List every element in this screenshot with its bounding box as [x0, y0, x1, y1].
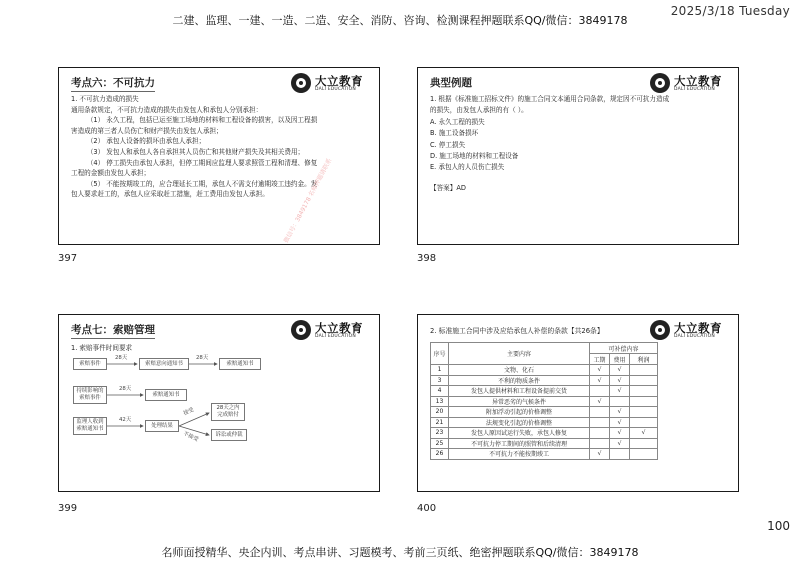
footer-banner: 名师面授精华、央企内训、考点串讲、习题模考、考前三页纸、绝密押题联系QQ/微信：3849178: [161, 546, 639, 559]
cell-content: 不可抗力停工期间的照管和后续清理: [449, 438, 590, 449]
table-caption: 2. 标准施工合同中涉及应给承包人补偿的条款【共26条】: [430, 327, 604, 335]
option-d: D. 施工场地的材料和工程设备: [430, 152, 519, 161]
flow-subtitle: 1. 索赔事件时间要求: [71, 344, 133, 352]
slide-body: [71, 94, 321, 200]
flow-box-payment: 28天之内完成赔付: [211, 403, 245, 421]
cell-content: 发包人原因试运行失败，承包人修复: [449, 428, 590, 439]
cell-no: 25: [431, 438, 449, 449]
slide-399: [58, 314, 380, 492]
slide-title: 考点七：索赔管理: [71, 322, 155, 339]
cell-content: 不利的物质条件: [449, 375, 590, 386]
cell-profit: [630, 365, 658, 376]
cell-cost: √: [610, 407, 630, 418]
cell-time: √: [590, 375, 610, 386]
top-banner: 二建、监理、一建、一造、二造、安全、消防、咨询、检测课程押题联系QQ/微信：3849178: [172, 14, 628, 27]
table-row: [431, 438, 658, 449]
col-header-time: 工期: [590, 354, 610, 365]
flow-box-result: 处理结果: [145, 420, 179, 432]
text-line: （1） 永久工程，包括已运至施工场地的材料和工程设备的损害，以及因工程损害造成的第三者人员伤亡和财产损失由发包人承担；: [71, 116, 318, 135]
logo-name-en: DALI EDUCATION: [315, 87, 356, 92]
watermark: 微信号：3849178 名师押题请联系: [282, 157, 334, 245]
flow-box-supervisor: 监理人收到索赔通知书: [73, 417, 107, 435]
cell-content: 附加浮动引起的价格调整: [449, 407, 590, 418]
flow-box-continuous: 持续影响的索赔事件: [73, 386, 107, 404]
logo-name: 大立教育: [315, 74, 363, 88]
table-row: [431, 407, 658, 418]
logo-name-en: DALI EDUCATION: [674, 334, 715, 339]
cell-cost: √: [610, 365, 630, 376]
compensation-table: [430, 342, 658, 460]
option-b: B. 施工设备损坏: [430, 129, 479, 138]
cell-no: 21: [431, 417, 449, 428]
slide-title: 考点六：不可抗力: [71, 75, 155, 92]
answer-text: 【答案】AD: [430, 183, 466, 192]
cell-no: 20: [431, 407, 449, 418]
cell-no: 1: [431, 365, 449, 376]
logo-emblem-icon: [291, 73, 311, 93]
col-header-group: 可补偿内容: [590, 343, 658, 354]
logo-name-en: DALI EDUCATION: [315, 334, 356, 339]
flow-label-days: 28天: [115, 355, 128, 361]
dali-logo: [650, 72, 730, 94]
cell-content: 文物、化石: [449, 365, 590, 376]
text-line: （5） 不能按期竣工的，应合理延长工期，承包人不需支付逾期竣工违约金。发包人要求赶工的，承包人应采取赶工措施，赶工费用由发包人承担。: [71, 179, 318, 199]
cell-profit: [630, 396, 658, 407]
cell-time: √: [590, 396, 610, 407]
cell-cost: √: [610, 386, 630, 397]
cell-no: 26: [431, 449, 449, 460]
question-text: 1. 根据《标准施工招标文件》的施工合同文本通用合同条款，规定因不可抗力造成的损失，由发包人承担的有（ ）。: [430, 95, 670, 115]
table-row: [431, 428, 658, 439]
slide-number: 399: [58, 503, 78, 514]
flow-label-days: 28天: [196, 355, 209, 361]
flow-label-accept: 接受: [182, 406, 195, 417]
text-line: （4） 停工损失由承包人承担，但停工期间应监理人要求照管工程和清理、修复工程的金额由发包人承担；: [71, 158, 318, 178]
col-header-content: 主要内容: [449, 343, 590, 365]
col-header-profit: 利润: [630, 354, 658, 365]
question-body: [430, 94, 670, 194]
cell-content: 发包人提供材料和工程设备提前交货: [449, 386, 590, 397]
cell-time: [590, 386, 610, 397]
cell-cost: [610, 449, 630, 460]
cell-profit: [630, 375, 658, 386]
logo-name-en: DALI EDUCATION: [674, 87, 715, 92]
cell-cost: [610, 396, 630, 407]
cell-cost: √: [610, 417, 630, 428]
cell-profit: √: [630, 428, 658, 439]
cell-time: [590, 428, 610, 439]
slide-400: [417, 314, 739, 492]
cell-time: √: [590, 449, 610, 460]
slide-title: 典型例题: [430, 77, 472, 89]
table-row: [431, 449, 658, 460]
logo-emblem-icon: [650, 73, 670, 93]
flow-box-interim: 索赔通知书: [145, 389, 187, 401]
cell-profit: [630, 449, 658, 460]
table-row: [431, 386, 658, 397]
cell-cost: √: [610, 438, 630, 449]
cell-profit: [630, 417, 658, 428]
slide-number: 400: [417, 503, 437, 514]
flow-box-dispute: 诉讼或仲裁: [211, 429, 247, 441]
date-stamp: 2025/3/18 Tuesday: [670, 4, 790, 18]
option-e: E. 承包人的人员伤亡损失: [430, 163, 505, 172]
cell-content: 法规变化引起的价格调整: [449, 417, 590, 428]
cell-content: 不可抗力不能按期竣工: [449, 449, 590, 460]
flow-box-intent: 索赔意向通知书: [139, 358, 189, 370]
logo-name: 大立教育: [315, 321, 363, 335]
dali-logo: [291, 72, 371, 94]
cell-time: [590, 438, 610, 449]
cell-no: 4: [431, 386, 449, 397]
flow-box-notice: 索赔通知书: [219, 358, 261, 370]
cell-profit: [630, 438, 658, 449]
cell-cost: √: [610, 375, 630, 386]
cell-time: √: [590, 365, 610, 376]
cell-cost: √: [610, 428, 630, 439]
col-header-seq: 序号: [431, 343, 449, 365]
cell-time: [590, 417, 610, 428]
text-line: 1. 不可抗力造成的损失: [71, 95, 139, 103]
cell-no: 3: [431, 375, 449, 386]
slide-number: 398: [417, 253, 437, 264]
flow-label-days: 28天: [119, 386, 132, 392]
col-header-cost: 费用: [610, 354, 630, 365]
cell-no: 23: [431, 428, 449, 439]
text-line: （2） 承包人设备的损坏由承包人承担；: [86, 137, 206, 146]
cell-content: 异常恶劣的气候条件: [449, 396, 590, 407]
cell-time: [590, 407, 610, 418]
flow-label-days: 42天: [119, 417, 132, 423]
table-row: [431, 375, 658, 386]
cell-profit: [630, 386, 658, 397]
logo-emblem-icon: [650, 320, 670, 340]
dali-logo: [650, 319, 730, 341]
slide-397: [58, 67, 380, 245]
logo-name: 大立教育: [674, 74, 722, 88]
option-a: A. 永久工程的损失: [430, 117, 485, 126]
page-number: 100: [767, 519, 790, 533]
text-line: 通用条款规定，不可抗力造成的损失由发包人和承包人分别承担：: [71, 105, 263, 114]
text-line: （3） 发包人和承包人各自承担其人员伤亡和其他财产损失及其相关费用；: [86, 147, 305, 156]
cell-no: 13: [431, 396, 449, 407]
slide-number: 397: [58, 253, 78, 264]
flow-box-event: 索赔事件: [73, 358, 107, 370]
table-row: [431, 365, 658, 376]
slide-398: [417, 67, 739, 245]
table-row: [431, 396, 658, 407]
logo-name: 大立教育: [674, 321, 722, 335]
table-row: [431, 417, 658, 428]
option-c: C. 停工损失: [430, 140, 466, 149]
cell-profit: [630, 407, 658, 418]
flow-label-reject: 不接受: [182, 430, 200, 444]
